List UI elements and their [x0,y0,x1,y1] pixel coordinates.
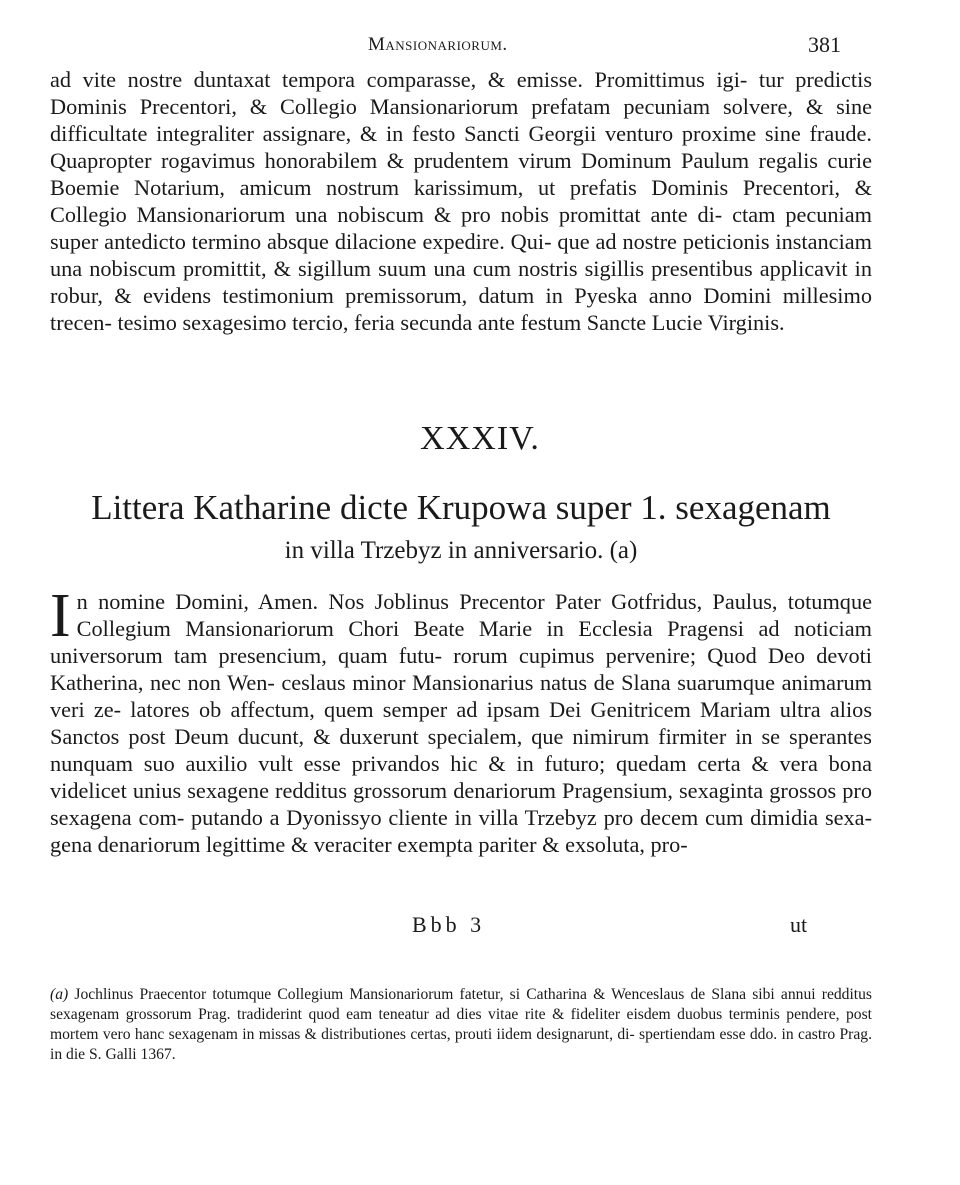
charter-title: Littera Katharine dicte Krupowa super 1. sexagenam [91,488,831,527]
charter-text [50,582,872,858]
signature-line [0,912,960,942]
paragraph-continued: ad vite nostre duntaxat tempora comparasse, & emisse. Promittimus igi- tur predictis Dominis Precentori, & Collegio Mansionariorum prefatam pecuniam solvere, & sine difficultate integraliter assignare, & in festo Sancti Georgii venturo proxime sine fraude. Quapropter rogavimus honorabilem & prudentem virum Dominum Paulum regalis curie Boemie Notarium, amicum nostrum karissimum, ut prefatis Dominis Precentori, & Collegio Mansionariorum una nobiscum & pro nobis promittat ante di- ctam pecuniam super antedicto termino absque dilacione expedire. Qui- que ad nostre peticionis instanciam una nobiscum promittit, & sigillum suum una cum nostris sigillis presentibus applicavit in robur, & evidens testimonium premissorum, datum in Pyeska anno Domini millesimo trecen- tesimo sexagesimo tercio, feria secunda ante festum Sancte Lucie Virginis. [50,67,872,335]
footnote [50,985,872,1065]
running-head [0,28,960,58]
section-number: XXXIV. [420,420,540,457]
running-title: Mansionariorum. [368,34,508,55]
page-number: 381 [808,32,841,57]
gathering-signature: Bbb 3 [412,912,486,937]
catchword: ut [790,912,808,937]
footnote-marker: (a) [50,986,69,1003]
footnote-text: Jochlinus Praecentor totumque Collegium Mansionariorum fatetur, si Catharina & Wenceslaus de Slana sibi annui redditus sexagenam grossorum Prag. tradiderint quod eam teneatur ad dies vitae rite & fideliter eisdem duobus terminis pendere, post mortem vero hanc sexagenam in missas & distributiones certas, prouti iidem designarunt, di- spertiendam esse ddo. in castro Prag. in die S. Galli 1367. [50,986,872,1063]
charter-body: n nomine Domini, Amen. Nos Joblinus Precentor Pater Gotfridus, Paulus, totumque Collegium Mansionariorum Chori Beate Marie in Ecclesia Pragensi ad noticiam universorum tam presencium, quam futu- rorum cupimus pervenire; Quod Deo devoti Katherina, nec non Wen- ceslaus minor Mansionarius natus de Slana suarumque animarum veri ze- latores ob affectum, quem semper ad ipsam Dei Genitricem Mariam ultra alios Sanctos post Deum ducunt, & duxerunt specialem, que nimirum firmiter in se sperantes nunquam suo auxilio vult esse privandos hic & in futuro; quedam certa & vera bona videlicet unius sexagene redditus grossorum denariorum Pragensium, sexaginta grossos pro sexagena com- putando a Dyonissyo cliente in villa Trzebyz pro decem cum dimidia sexa- gena denariorum legittime & veraciter exempta pariter & exsoluta, pro- [50,589,872,857]
charter-subtitle: in villa Trzebyz in anniversario. (a) [284,537,638,564]
drop-initial: I [50,582,71,650]
